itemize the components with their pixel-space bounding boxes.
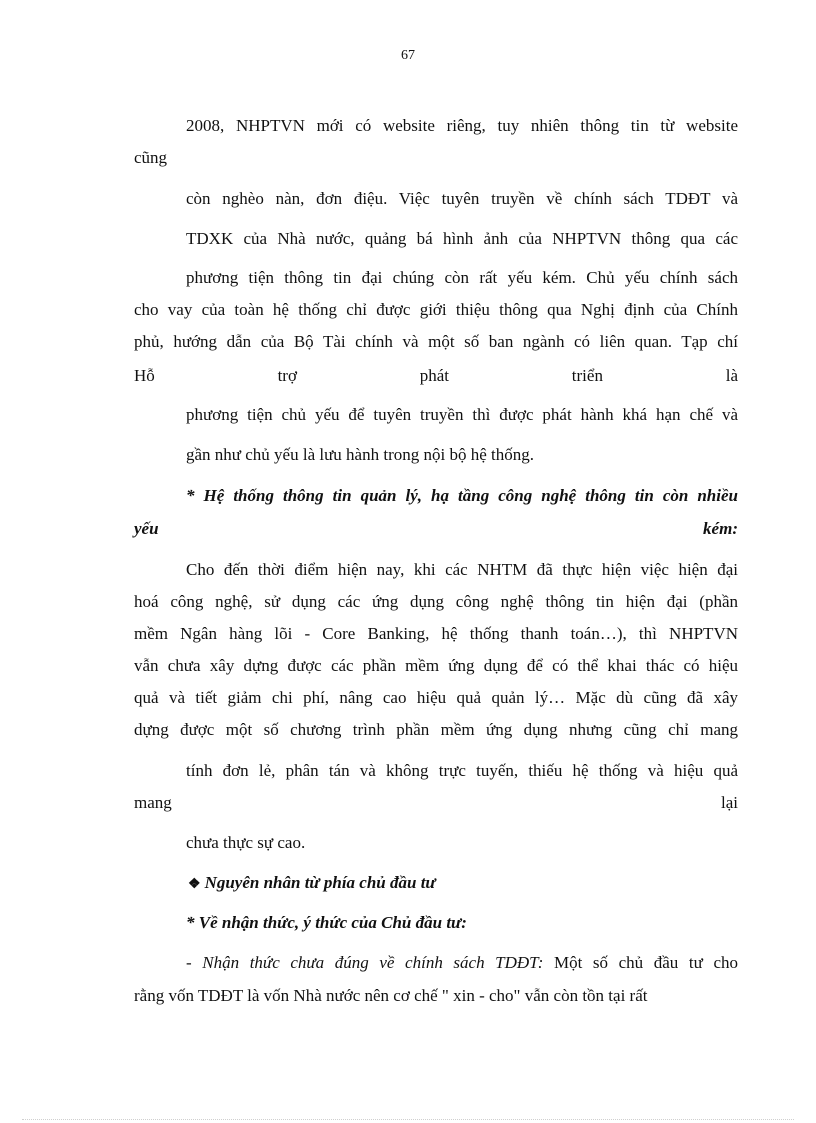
body-line: dựng được một số chương trình phần mềm ứng dụng nhưng cũng chỉ mang	[134, 720, 738, 739]
diamond-bullet-icon: ❖	[188, 877, 201, 892]
body-text: Một số chủ đầu tư cho	[543, 953, 738, 972]
body-line: phương tiện thông tin đại chúng còn rất yếu kém. Chủ yếu chính sách	[186, 268, 738, 287]
page-number: 67	[401, 48, 415, 63]
body-line: tính đơn lẻ, phân tán và không trực tuyến, thiếu hệ thống và hiệu quả	[186, 761, 738, 780]
subsection-heading-text: Nguyên nhân từ phía chủ đầu tư	[204, 873, 436, 892]
body-line: phương tiện chủ yếu để tuyên truyền thì được phát hành khá hạn chế và	[186, 405, 738, 424]
body-line: cho vay của toàn hệ thống chỉ được giới thiệu thông qua Nghị định của Chính	[134, 300, 738, 319]
body-line: chưa thực sự cao.	[186, 833, 306, 852]
section-heading: * Về nhận thức, ý thức của Chủ đầu tư:	[186, 913, 467, 932]
body-line: TDXK của Nhà nước, quảng bá hình ảnh của NHPTVN thông qua các	[186, 229, 738, 248]
body-line: cũng	[134, 148, 168, 167]
italic-lead: - Nhận thức chưa đúng về chính sách TDĐT:	[186, 953, 544, 972]
body-line: Hỗ trợ phát triển là	[134, 366, 738, 385]
body-line: còn nghèo nàn, đơn điệu. Việc tuyên truyền về chính sách TDĐT và	[186, 189, 738, 208]
body-line: quả và tiết giảm chi phí, nâng cao hiệu quả quản lý… Mặc dù cũng đã xây	[134, 688, 738, 707]
body-line: hoá công nghệ, sử dụng các ứng dụng công nghệ thông tin hiện đại (phần	[134, 592, 738, 611]
body-line: Cho đến thời điểm hiện nay, khi các NHTM đã thực hiện việc hiện đại	[186, 560, 738, 579]
body-line: phủ, hướng dẫn của Bộ Tài chính và một số ban ngành có liên quan. Tạp chí	[134, 332, 738, 351]
body-line: mang lại	[134, 793, 738, 812]
body-line	[186, 953, 738, 973]
body-line: gần như chủ yếu là lưu hành trong nội bộ hệ thống.	[186, 445, 534, 464]
section-heading-cont: yếu kém:	[134, 519, 738, 538]
body-line: 2008, NHPTVN mới có website riêng, tuy nhiên thông tin từ website	[186, 116, 738, 135]
section-heading: * Hệ thống thông tin quản lý, hạ tầng công nghệ thông tin còn nhiều	[186, 486, 738, 505]
body-line: mềm Ngân hàng lõi - Core Banking, hệ thống thanh toán…), thì NHPTVN	[134, 624, 738, 643]
body-line: vẫn chưa xây dựng được các phần mềm ứng dụng để có thể khai thác có hiệu	[134, 656, 738, 675]
body-line: rằng vốn TDĐT là vốn Nhà nước nên cơ chế " xin - cho" vẫn còn tồn tại rất	[134, 986, 648, 1005]
page-bottom-rule	[22, 1119, 794, 1120]
subsection-heading	[188, 873, 436, 895]
